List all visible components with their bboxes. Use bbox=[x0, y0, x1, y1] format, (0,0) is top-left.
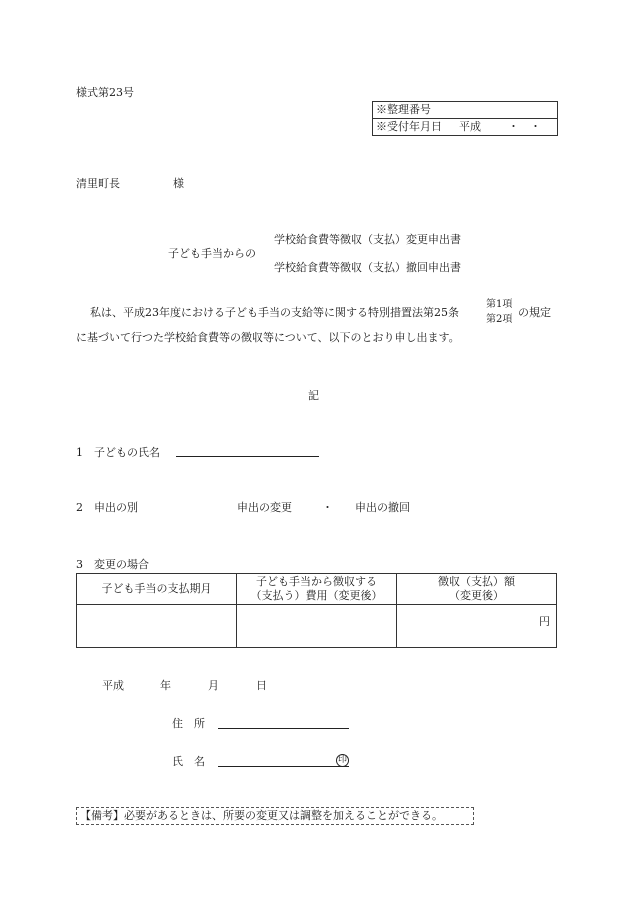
item2-option-withdraw: 申出の撤回 bbox=[355, 501, 410, 514]
receipt-number-label: ※整理番号 bbox=[376, 103, 431, 116]
change-table bbox=[76, 573, 557, 648]
cell-fee bbox=[237, 605, 397, 648]
addressee-name: 清里町長 bbox=[76, 177, 120, 190]
yen-unit: 円 bbox=[539, 615, 550, 628]
title-prefix: 子ども手当からの bbox=[168, 247, 256, 260]
body-clause1: 第1項 bbox=[486, 299, 513, 310]
seal-mark: 印 bbox=[337, 755, 347, 765]
address-line bbox=[218, 728, 349, 729]
receipt-box bbox=[372, 101, 558, 136]
item2-option-change: 申出の変更 bbox=[237, 501, 292, 514]
ki-heading: 記 bbox=[308, 389, 319, 402]
item1-label: 1 子どもの氏名 bbox=[76, 446, 160, 459]
receipt-date-dots: ・ ・ bbox=[508, 120, 541, 133]
item2-separator: ・ bbox=[322, 501, 333, 514]
applicant-name-line bbox=[218, 766, 349, 767]
receipt-date-row bbox=[373, 118, 557, 135]
body-line1-after: の規定 bbox=[518, 306, 551, 319]
cell-amount bbox=[397, 605, 557, 648]
table-header-row bbox=[77, 574, 557, 605]
date-month: 月 bbox=[208, 679, 219, 692]
table-row bbox=[77, 605, 557, 648]
receipt-date-label: ※受付年月日 bbox=[376, 120, 442, 133]
header-fee: 子ども手当から徴収する （支払う）費用（変更後） bbox=[237, 574, 397, 605]
cell-payment-month bbox=[77, 605, 237, 648]
name-label: 氏 名 bbox=[172, 755, 205, 768]
title-option-withdraw: 学校給食費等徴収（支払）撤回申出書 bbox=[274, 261, 461, 274]
body-line1-before: 私は、平成23年度における子ども手当の支給等に関する特別措置法第25条 bbox=[90, 306, 459, 319]
date-year: 年 bbox=[160, 679, 171, 692]
header-payment-month: 子ども手当の支払期月 bbox=[77, 574, 237, 605]
address-label: 住 所 bbox=[172, 717, 205, 730]
body-line2: に基づいて行つた学校給食費等の徴収等について、以下のとおり申し出ます。 bbox=[76, 331, 460, 344]
body-clause2: 第2項 bbox=[486, 314, 513, 325]
item2-label: 2 申出の別 bbox=[76, 501, 138, 514]
header-amount: 徴収（支払）額 （変更後） bbox=[397, 574, 557, 605]
date-era: 平成 bbox=[102, 679, 124, 692]
child-name-line bbox=[176, 456, 319, 457]
addressee bbox=[76, 177, 184, 190]
title-option-change: 学校給食費等徴収（支払）変更申出書 bbox=[274, 233, 461, 246]
form-number: 様式第23号 bbox=[76, 86, 134, 99]
date-day: 日 bbox=[256, 679, 267, 692]
remarks-note: 【備考】必要があるときは、所要の変更又は調整を加えることができる。 bbox=[76, 807, 474, 825]
item3-label: 3 変更の場合 bbox=[76, 558, 149, 571]
addressee-honorific: 様 bbox=[173, 177, 184, 190]
receipt-date-era: 平成 bbox=[459, 120, 481, 133]
